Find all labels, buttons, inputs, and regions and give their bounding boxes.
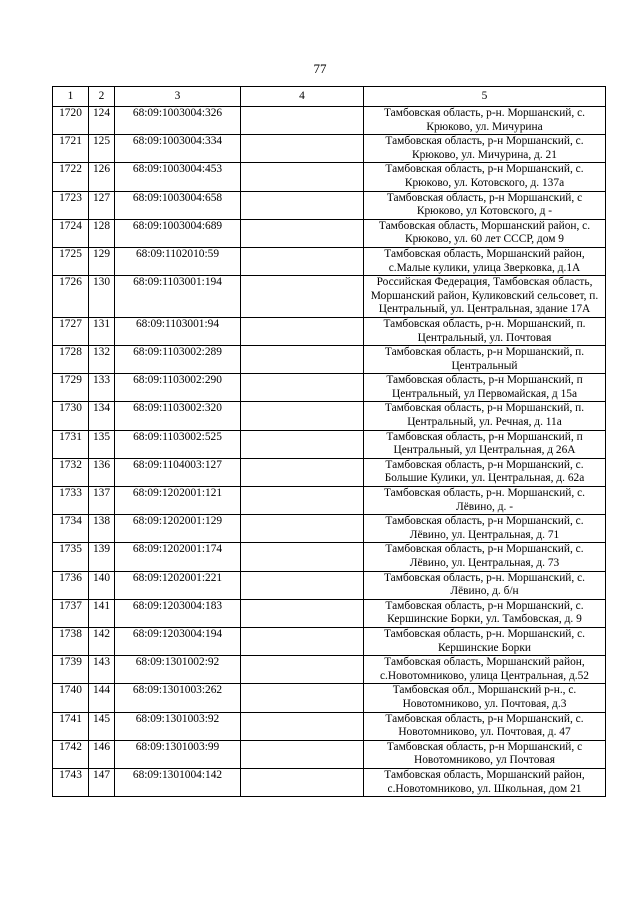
header-col-1: 1: [53, 87, 89, 107]
table-row: [53, 599, 606, 627]
address-cell: Тамбовская область, Моршанский район, с.Новотомниково, ул. Школьная, дом 21: [364, 768, 606, 796]
cadastral-number-cell: 68:09:1103002:320: [115, 402, 241, 430]
row-index-cell: 140: [89, 571, 115, 599]
row-number-cell: 1724: [53, 219, 89, 247]
row-index-cell: 124: [89, 107, 115, 135]
page-number: 77: [313, 61, 327, 76]
address-cell: Российская Федерация, Тамбовская область, Моршанский район, Куликовский сельсовет, п. Центральный, ул. Центральная, здание 17А: [364, 276, 606, 318]
row-number-cell: 1739: [53, 656, 89, 684]
row-number-cell: 1733: [53, 487, 89, 515]
column-4-cell: [241, 684, 364, 712]
table-row: [53, 276, 606, 318]
cadastral-number-cell: 68:09:1301003:99: [115, 740, 241, 768]
cadastral-number-cell: 68:09:1202001:221: [115, 571, 241, 599]
column-4-cell: [241, 599, 364, 627]
table-row: [53, 515, 606, 543]
row-number-cell: 1720: [53, 107, 89, 135]
row-index-cell: 144: [89, 684, 115, 712]
cadastral-number-cell: 68:09:1003004:334: [115, 135, 241, 163]
registry-table: [52, 86, 606, 797]
address-cell: Тамбовская область, р-н Моршанский, с Крюково, ул Котовского, д -: [364, 191, 606, 219]
cadastral-number-cell: 68:09:1103002:525: [115, 430, 241, 458]
table-row: [53, 163, 606, 191]
address-cell: Тамбовская область, р-н. Моршанский, с. Кершинские Борки: [364, 627, 606, 655]
row-number-cell: 1722: [53, 163, 89, 191]
row-number-cell: 1737: [53, 599, 89, 627]
cadastral-number-cell: 68:09:1103001:194: [115, 276, 241, 318]
cadastral-number-cell: 68:09:1301004:142: [115, 768, 241, 796]
address-cell: Тамбовская область, Моршанский район, с.Новотомниково, улица Центральная, д.52: [364, 656, 606, 684]
table-row: [53, 487, 606, 515]
table-row: [53, 684, 606, 712]
column-4-cell: [241, 191, 364, 219]
row-index-cell: 141: [89, 599, 115, 627]
cadastral-number-cell: 68:09:1003004:326: [115, 107, 241, 135]
table-row: [53, 107, 606, 135]
row-number-cell: 1732: [53, 458, 89, 486]
column-4-cell: [241, 247, 364, 275]
address-cell: Тамбовская область, р-н. Моршанский, с. Лёвино, д. б/н: [364, 571, 606, 599]
row-index-cell: 126: [89, 163, 115, 191]
cadastral-number-cell: 68:09:1202001:174: [115, 543, 241, 571]
row-index-cell: 127: [89, 191, 115, 219]
row-number-cell: 1721: [53, 135, 89, 163]
table-row: [53, 430, 606, 458]
row-index-cell: 130: [89, 276, 115, 318]
cadastral-number-cell: 68:09:1301002:92: [115, 656, 241, 684]
address-cell: Тамбовская область, р-н. Моршанский, с. Крюково, ул. Мичурина: [364, 107, 606, 135]
row-index-cell: 128: [89, 219, 115, 247]
column-4-cell: [241, 712, 364, 740]
row-index-cell: 137: [89, 487, 115, 515]
column-4-cell: [241, 402, 364, 430]
header-col-4: 4: [241, 87, 364, 107]
table-row: [53, 627, 606, 655]
column-4-cell: [241, 135, 364, 163]
column-4-cell: [241, 107, 364, 135]
header-col-5: 5: [364, 87, 606, 107]
row-number-cell: 1742: [53, 740, 89, 768]
column-4-cell: [241, 276, 364, 318]
column-4-cell: [241, 740, 364, 768]
table-row: [53, 768, 606, 796]
table-row: [53, 543, 606, 571]
row-number-cell: 1734: [53, 515, 89, 543]
column-4-cell: [241, 430, 364, 458]
address-cell: Тамбовская область, р-н Моршанский, п Центральный, ул Первомайская, д 15а: [364, 374, 606, 402]
table-row: [53, 740, 606, 768]
cadastral-number-cell: 68:09:1203004:194: [115, 627, 241, 655]
row-index-cell: 139: [89, 543, 115, 571]
column-4-cell: [241, 627, 364, 655]
cadastral-number-cell: 68:09:1301003:262: [115, 684, 241, 712]
address-cell: Тамбовская область, Моршанский район, с.Малые кулики, улица Зверковка, д.1А: [364, 247, 606, 275]
cadastral-number-cell: 68:09:1103002:289: [115, 346, 241, 374]
row-index-cell: 136: [89, 458, 115, 486]
address-cell: Тамбовская область, р-н Моршанский, с. Большие Кулики, ул. Центральная, д. 62а: [364, 458, 606, 486]
row-index-cell: 146: [89, 740, 115, 768]
table-row: [53, 346, 606, 374]
row-number-cell: 1738: [53, 627, 89, 655]
table-body: [53, 107, 606, 797]
cadastral-number-cell: 68:09:1202001:121: [115, 487, 241, 515]
row-number-cell: 1736: [53, 571, 89, 599]
row-number-cell: 1727: [53, 317, 89, 345]
row-number-cell: 1743: [53, 768, 89, 796]
row-number-cell: 1735: [53, 543, 89, 571]
table-row: [53, 402, 606, 430]
table-row: [53, 712, 606, 740]
cadastral-number-cell: 68:09:1301003:92: [115, 712, 241, 740]
table-row: [53, 317, 606, 345]
row-index-cell: 147: [89, 768, 115, 796]
column-4-cell: [241, 768, 364, 796]
cadastral-number-cell: 68:09:1104003:127: [115, 458, 241, 486]
column-4-cell: [241, 487, 364, 515]
column-4-cell: [241, 163, 364, 191]
column-4-cell: [241, 346, 364, 374]
address-cell: Тамбовская область, Моршанский район, с. Крюково, ул. 60 лет СССР, дом 9: [364, 219, 606, 247]
table-row: [53, 191, 606, 219]
header-col-3: 3: [115, 87, 241, 107]
cadastral-number-cell: 68:09:1203004:183: [115, 599, 241, 627]
column-4-cell: [241, 317, 364, 345]
header-row: [53, 87, 606, 107]
address-cell: Тамбовская область, р-н. Моршанский, п. Центральный, ул. Почтовая: [364, 317, 606, 345]
column-4-cell: [241, 458, 364, 486]
address-cell: Тамбовская область, р-н Моршанский, с. Лёвино, ул. Центральная, д. 73: [364, 543, 606, 571]
cadastral-number-cell: 68:09:1103001:94: [115, 317, 241, 345]
row-number-cell: 1725: [53, 247, 89, 275]
row-index-cell: 135: [89, 430, 115, 458]
cadastral-number-cell: 68:09:1003004:453: [115, 163, 241, 191]
column-4-cell: [241, 571, 364, 599]
cadastral-number-cell: 68:09:1003004:689: [115, 219, 241, 247]
row-number-cell: 1723: [53, 191, 89, 219]
table-row: [53, 247, 606, 275]
column-4-cell: [241, 374, 364, 402]
table-row: [53, 135, 606, 163]
address-cell: Тамбовская область, р-н Моршанский, с. Лёвино, ул. Центральная, д. 71: [364, 515, 606, 543]
row-number-cell: 1730: [53, 402, 89, 430]
row-number-cell: 1729: [53, 374, 89, 402]
address-cell: Тамбовская область, р-н Моршанский, п Центральный, ул Центральная, д 26А: [364, 430, 606, 458]
table-row: [53, 374, 606, 402]
address-cell: Тамбовская область, р-н Моршанский, с. Новотомниково, ул. Почтовая, д. 47: [364, 712, 606, 740]
address-cell: Тамбовская область, р-н Моршанский, с. Кершинские Борки, ул. Тамбовская, д. 9: [364, 599, 606, 627]
row-number-cell: 1731: [53, 430, 89, 458]
address-cell: Тамбовская область, р-н Моршанский, с. Крюково, ул. Мичурина, д. 21: [364, 135, 606, 163]
cadastral-number-cell: 68:09:1102010:59: [115, 247, 241, 275]
row-index-cell: 143: [89, 656, 115, 684]
table-row: [53, 219, 606, 247]
row-index-cell: 134: [89, 402, 115, 430]
row-index-cell: 129: [89, 247, 115, 275]
cadastral-number-cell: 68:09:1003004:658: [115, 191, 241, 219]
row-index-cell: 138: [89, 515, 115, 543]
address-cell: Тамбовская обл., Моршанский р-н., с. Новотомниково, ул. Почтовая, д.3: [364, 684, 606, 712]
address-cell: Тамбовская область, р-н Моршанский, п. Центральный: [364, 346, 606, 374]
row-index-cell: 142: [89, 627, 115, 655]
address-cell: Тамбовская область, р-н Моршанский, с. Крюково, ул. Котовского, д. 137а: [364, 163, 606, 191]
row-number-cell: 1741: [53, 712, 89, 740]
row-number-cell: 1740: [53, 684, 89, 712]
address-cell: Тамбовская область, р-н Моршанский, п. Центральный, ул. Речная, д. 11а: [364, 402, 606, 430]
cadastral-number-cell: 68:09:1202001:129: [115, 515, 241, 543]
column-4-cell: [241, 219, 364, 247]
row-number-cell: 1726: [53, 276, 89, 318]
address-cell: Тамбовская область, р-н Моршанский, с Новотомниково, ул Почтовая: [364, 740, 606, 768]
row-number-cell: 1728: [53, 346, 89, 374]
header-col-2: 2: [89, 87, 115, 107]
row-index-cell: 125: [89, 135, 115, 163]
table-row: [53, 656, 606, 684]
column-4-cell: [241, 543, 364, 571]
table-row: [53, 458, 606, 486]
address-cell: Тамбовская область, р-н. Моршанский, с. Лёвино, д. -: [364, 487, 606, 515]
row-index-cell: 133: [89, 374, 115, 402]
table-row: [53, 571, 606, 599]
row-index-cell: 145: [89, 712, 115, 740]
column-4-cell: [241, 656, 364, 684]
column-4-cell: [241, 515, 364, 543]
cadastral-number-cell: 68:09:1103002:290: [115, 374, 241, 402]
row-index-cell: 131: [89, 317, 115, 345]
row-index-cell: 132: [89, 346, 115, 374]
